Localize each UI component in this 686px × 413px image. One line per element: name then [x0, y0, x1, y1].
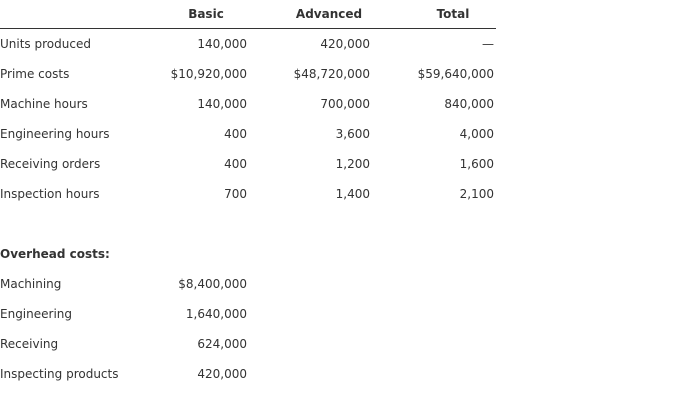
overhead-label: Inspecting products: [0, 367, 119, 381]
advanced-value: 700,000: [320, 97, 370, 111]
overhead-row-machining: [0, 269, 496, 299]
overhead-value: $8,400,000: [178, 277, 247, 291]
overhead-row-inspecting-products: [0, 359, 496, 389]
overhead-label: Receiving: [0, 337, 59, 351]
table-row-prime-costs: [0, 59, 496, 89]
basic-value: 140,000: [197, 97, 247, 111]
advanced-value: $48,720,000: [293, 67, 370, 81]
row-label: Machine hours: [0, 97, 88, 111]
header-basic: Basic: [188, 7, 224, 21]
overhead-row-receiving: [0, 329, 496, 359]
basic-value: 400: [224, 157, 247, 171]
total-value: 840,000: [444, 97, 494, 111]
overhead-section-header: [0, 239, 496, 269]
advanced-value: 1,200: [335, 157, 370, 171]
row-label: Engineering hours: [0, 127, 110, 141]
advanced-value: 1,400: [335, 187, 370, 201]
table-row-engineering-hours: [0, 119, 496, 149]
overhead-value: 624,000: [197, 337, 247, 351]
row-label: Receiving orders: [0, 157, 101, 171]
row-label: Inspection hours: [0, 187, 100, 201]
advanced-value: 420,000: [320, 37, 370, 51]
header-advanced: Advanced: [295, 7, 363, 21]
overhead-title: Overhead costs:: [0, 247, 110, 261]
total-value: 1,600: [459, 157, 494, 171]
total-value: 4,000: [459, 127, 494, 141]
overhead-label: Engineering: [0, 307, 72, 321]
overhead-value: 1,640,000: [185, 307, 247, 321]
table-row-units-produced: [0, 29, 496, 59]
row-label: Prime costs: [0, 67, 70, 81]
overhead-row-engineering: [0, 299, 496, 329]
basic-value: 400: [224, 127, 247, 141]
basic-value: $10,920,000: [170, 67, 247, 81]
total-value: $59,640,000: [417, 67, 494, 81]
table-row-machine-hours: [0, 89, 496, 119]
header-total: Total: [436, 7, 470, 21]
overhead-value: 420,000: [197, 367, 247, 381]
total-value: 2,100: [459, 187, 494, 201]
header-row: [0, 0, 496, 29]
basic-value: 140,000: [197, 37, 247, 51]
section-spacer: [0, 209, 496, 239]
table-row-receiving-orders: [0, 149, 496, 179]
table-row-inspection-hours: [0, 179, 496, 209]
basic-value: 700: [224, 187, 247, 201]
overhead-label: Machining: [0, 277, 62, 291]
total-value: —: [482, 37, 494, 51]
row-label: Units produced: [0, 37, 91, 51]
advanced-value: 3,600: [335, 127, 370, 141]
